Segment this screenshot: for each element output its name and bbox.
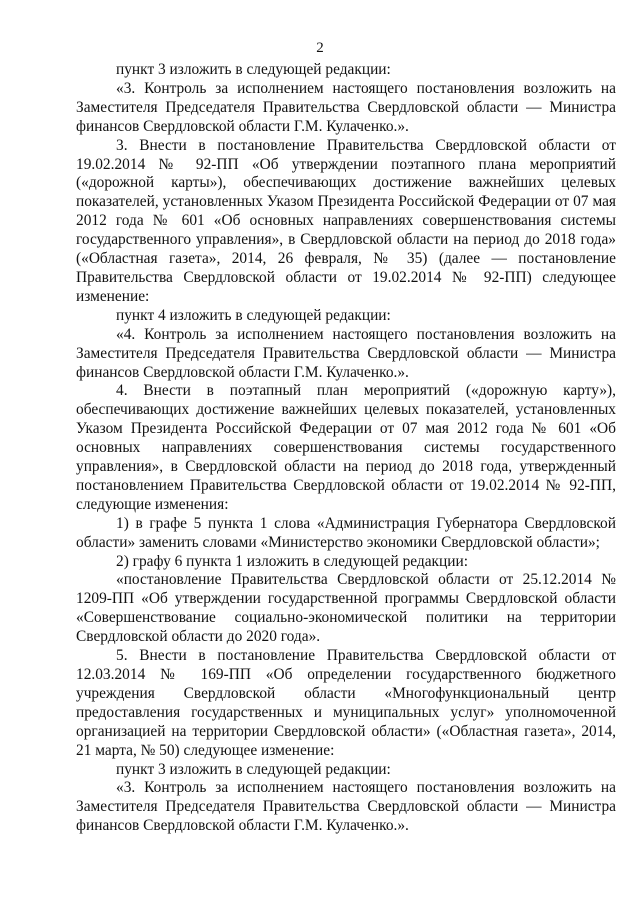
paragraph-item-3-text-2: «3. Контроль за исполнением настоящего постановления возложить на Заместителя Председателя Правительства Свердловской области — Министра финансов Свердловской области Г.М. Кулаченко.». xyxy=(76,779,616,835)
paragraph-item-4-heading: пункт 4 изложить в следующей редакции: xyxy=(116,306,391,324)
paragraph-change-1: 1) в графе 5 пункта 1 слова «Администрация Губернатора Свердловской области» заменить словами «Министерство экономики Свердловской области»; xyxy=(76,514,616,551)
paragraph-section-4: 4. Внести в поэтапный план мероприятий («дорожную карту»), обеспечивающих достижение важнейших целевых показателей, установленных Указом Президента Российской Федерации от 07 мая 2012 года № 601 «Об основных направлениях совершенствования системы государственного управления», в Свердловской области на период до 2018 года, утвержденный постановлением Правительства Свердловской области от 19.02.2014 № 92-ПП, следующие изменения: xyxy=(76,382,616,513)
paragraph-item-3-heading: пункт 3 изложить в следующей редакции: xyxy=(116,61,391,78)
paragraph-item-3-heading-2: пункт 3 изложить в следующей редакции: xyxy=(116,760,391,778)
page-number: 2 xyxy=(316,40,324,56)
paragraph-section-3: 3. Внести в постановление Правительства Свердловской области от 19.02.2014 № 92-ПП «Об утверждении поэтапного плана мероприятий («дорожной карты»), обеспечивающих достижение важнейших целевых показателей, установленных Указом Президента Российской Федерации от 07 мая 2012 года № 601 «Об основных направлениях совершенствования системы государственного управления», в Свердловской области на период до 2018 года» («Областная газета», 2014, 26 февраля, № 35) (далее — постановление Правительства Свердловской области от 19.02.2014 № 92-ПП) следующее изменение: xyxy=(76,136,616,305)
paragraph-change-2-text: «постановление Правительства Свердловской области от 25.12.2014 № 1209-ПП «Об утверждении государственной программы Свердловской области «Совершенствование социально-экономической политики на территории Свердловской области до 2020 года». xyxy=(76,571,616,646)
paragraph-item-4-text: «4. Контроль за исполнением настоящего постановления возложить на Заместителя Председателя Правительства Свердловской области — Министра финансов Свердловской области Г.М. Кулаченко.». xyxy=(76,325,616,381)
paragraph-section-5: 5. Внести в постановление Правительства Свердловской области от 12.03.2014 № 169-ПП «Об определении государственного бюджетного учреждения Свердловской области «Многофункциональный центр предоставления государственных и муниципальных услуг» уполномоченной организацией на территории Свердловской области» («Областная газета», 2014, 21 марта, № 50) следующее изменение: xyxy=(76,647,616,759)
paragraph-item-3-text: «3. Контроль за исполнением настоящего постановления возложить на Заместителя Председателя Правительства Свердловской области — Министра финансов Свердловской области Г.М. Кулаченко.». xyxy=(76,79,616,135)
paragraph-change-2: 2) графу 6 пункта 1 изложить в следующей редакции: xyxy=(116,552,469,570)
document-body xyxy=(76,61,616,836)
